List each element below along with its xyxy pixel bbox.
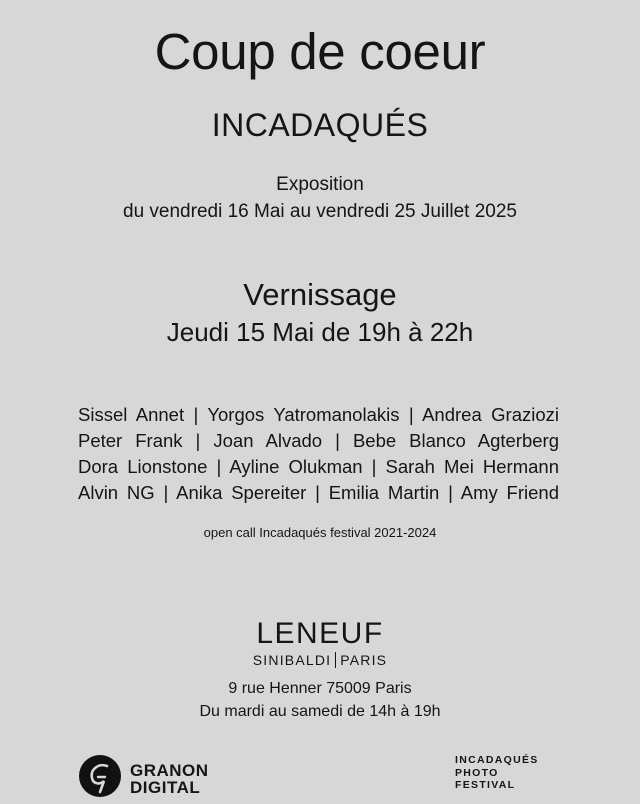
venue-address: 9 rue Henner 75009 Paris — [228, 680, 412, 697]
artists-line: Dora Lionstone | Ayline Olukman | Sarah Mei Hermann — [78, 456, 559, 477]
venue-separator — [335, 652, 336, 668]
venue-subtitle — [0, 651, 640, 669]
poster-subtitle: INCADAQUÉS — [211, 107, 429, 143]
poster-title: Coup de coeur — [154, 23, 486, 80]
incadaques-logo-line: FESTIVAL — [455, 779, 516, 791]
vernissage-date: Jeudi 15 Mai de 19h à 22h — [166, 317, 474, 347]
venue-hours: Du mardi au samedi de 14h à 19h — [199, 703, 441, 720]
venue-name: LENEUF — [256, 617, 384, 650]
open-call-note: open call Incadaqués festival 2021-2024 — [203, 525, 437, 540]
vernissage-title: Vernissage — [243, 277, 397, 312]
granon-logo-line: GRANON — [130, 761, 209, 780]
venue-sub-left: SINIBALDI — [252, 652, 332, 668]
granon-mark-icon — [78, 754, 122, 798]
artists-line: Sissel Annet | Yorgos Yatromanolakis | Andrea Graziozi — [78, 404, 559, 425]
granon-logo-line: DIGITAL — [130, 778, 201, 797]
exposition-dates: du vendredi 16 Mai au vendredi 25 Juillet 2025 — [123, 201, 517, 222]
venue-sub-right: PARIS — [340, 652, 388, 668]
incadaques-logo-line: INCADAQUÉS — [455, 754, 539, 766]
incadaques-logo-line: PHOTO — [455, 766, 499, 779]
artists-list — [78, 402, 559, 506]
exposition-label: Exposition — [276, 174, 364, 195]
granon-digital-logo — [78, 752, 228, 798]
artists-line: Peter Frank | Joan Alvado | Bebe Blanco Agterberg — [78, 430, 559, 451]
incadaques-festival-logo — [455, 754, 539, 792]
artists-line: Alvin NG | Anika Spereiter | Emilia Martin | Amy Friend — [78, 482, 559, 503]
